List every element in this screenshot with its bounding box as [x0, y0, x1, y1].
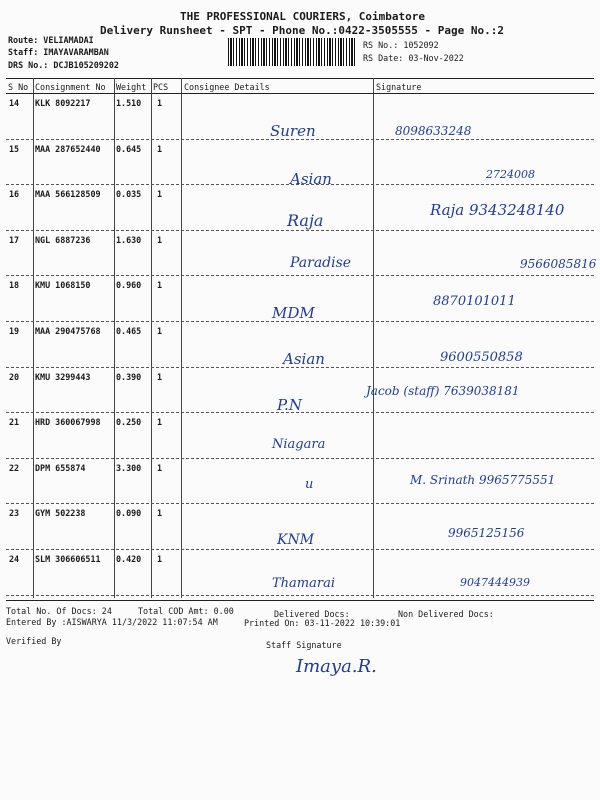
row-weight: 3.300 — [116, 462, 142, 473]
row-consignment: GYM 502238 — [35, 508, 86, 519]
row-sno: 16 — [9, 189, 20, 200]
row-divider — [6, 367, 594, 368]
rs-number: RS No.: 1052092 — [363, 40, 439, 50]
row-weight: 1.510 — [116, 98, 142, 108]
printed-on: Printed On: 03-11-2022 10:39:01 — [244, 618, 401, 628]
row-sno: 22 — [9, 462, 20, 473]
staff-label: Staff: IMAYAVARAMBAN — [8, 47, 109, 57]
signature-handwriting: Raja 9343248140 — [430, 201, 565, 220]
signature-handwriting: 8098633248 — [395, 124, 472, 138]
row-consignment: DPM 655874 — [35, 462, 86, 473]
row-pcs: 1 — [157, 462, 163, 473]
consignee-name-handwriting: Paradise — [290, 254, 352, 271]
row-weight: 0.250 — [116, 417, 142, 428]
row-weight: 0.035 — [116, 189, 142, 200]
row-divider — [6, 595, 594, 596]
signature-handwriting: 9965125156 — [448, 526, 525, 541]
signature-handwriting: M. Srinath 9965775551 — [410, 472, 556, 487]
row-sno: 17 — [9, 234, 20, 245]
row-divider — [6, 458, 594, 459]
row-weight: 0.960 — [116, 280, 142, 291]
row-pcs: 1 — [157, 554, 163, 564]
consignee-name-handwriting: Thamarai — [272, 576, 335, 591]
col-divider — [33, 78, 34, 598]
row-sno: 18 — [9, 280, 20, 291]
signature-handwriting: 9566085816 — [520, 256, 597, 271]
row-divider — [6, 184, 594, 185]
row-consignment: KLK 8092217 — [35, 98, 91, 108]
row-pcs: 1 — [157, 326, 163, 336]
consignee-name-handwriting: KNM — [277, 532, 315, 549]
row-pcs: 1 — [157, 189, 163, 200]
col-divider — [114, 78, 115, 598]
row-divider — [6, 412, 594, 413]
row-divider — [6, 503, 594, 504]
col-consignment: Consignment No — [35, 82, 106, 92]
col-divider — [181, 78, 182, 598]
consignee-name-handwriting: Asian — [283, 350, 325, 368]
delivered-docs: Delivered Docs: — [274, 609, 350, 619]
signature-handwriting: 9047444939 — [460, 576, 530, 589]
col-divider — [151, 78, 152, 598]
consignee-name-handwriting: Asian — [290, 169, 332, 188]
staff-signature-handwriting: Imaya.R. — [296, 656, 377, 677]
consignee-name-handwriting: P.N — [277, 395, 302, 414]
row-pcs: 1 — [157, 371, 163, 382]
row-sno: 14 — [9, 98, 20, 108]
row-consignment: HRD 360067998 — [35, 417, 101, 428]
runsheet-title: Delivery Runsheet - SPT - Phone No.:0422-3505555 - Page No.:2 — [100, 24, 504, 37]
table-header-rule — [6, 93, 594, 94]
row-pcs: 1 — [157, 234, 163, 245]
row-sno: 24 — [9, 554, 20, 564]
signature-handwriting: 9600550858 — [440, 350, 523, 365]
row-pcs: 1 — [157, 280, 163, 291]
entered-by: Entered By :AISWARYA 11/3/2022 11:07:54 AM — [6, 617, 218, 627]
consignee-name-handwriting: Niagara — [272, 437, 326, 453]
row-consignment: MAA 290475768 — [35, 326, 101, 336]
row-sno: 19 — [9, 326, 20, 336]
company-title: THE PROFESSIONAL COURIERS, Coimbatore — [180, 10, 426, 23]
col-weight: Weight — [116, 82, 147, 92]
signature-handwriting: Jacob (staff) 7639038181 — [366, 383, 520, 398]
total-docs: Total No. Of Docs: 24 — [6, 606, 112, 616]
table-top-rule — [6, 78, 594, 79]
row-consignment: SLM 306606511 — [35, 554, 101, 564]
route-label: Route: VELIAMADAI — [8, 35, 94, 45]
row-weight: 0.465 — [116, 326, 142, 336]
row-sno: 20 — [9, 371, 20, 382]
col-sno: S No — [8, 82, 29, 92]
consignee-name-handwriting: u — [305, 476, 314, 492]
verified-by: Verified By — [6, 636, 62, 646]
row-divider — [6, 321, 594, 322]
col-pcs: PCS — [153, 82, 169, 92]
row-pcs: 1 — [157, 98, 163, 108]
consignee-name-handwriting: MDM — [272, 304, 315, 323]
row-consignment: NGL 6887236 — [35, 234, 91, 245]
row-sno: 15 — [9, 143, 20, 154]
rs-date: RS Date: 03-Nov-2022 — [363, 53, 464, 63]
signature-handwriting: 2724008 — [486, 167, 535, 181]
barcode — [228, 38, 356, 66]
row-consignment: KMU 1068150 — [35, 280, 91, 291]
table-bottom-rule — [6, 600, 594, 601]
staff-signature-label: Staff Signature — [266, 640, 342, 650]
row-sno: 21 — [9, 417, 20, 428]
row-sno: 23 — [9, 508, 20, 519]
row-consignment: KMU 3299443 — [35, 371, 91, 382]
row-pcs: 1 — [157, 508, 163, 519]
col-signature: Signature — [376, 82, 422, 92]
row-consignment: MAA 287652440 — [35, 143, 101, 154]
non-delivered-docs: Non Delivered Docs: — [398, 609, 494, 619]
signature-handwriting: 8870101011 — [433, 294, 516, 310]
row-weight: 0.390 — [116, 371, 142, 382]
consignee-name-handwriting: Suren — [270, 122, 316, 140]
consignee-name-handwriting: Raja — [287, 211, 324, 231]
row-divider — [6, 549, 594, 550]
row-divider — [6, 275, 594, 276]
row-weight: 0.645 — [116, 143, 142, 154]
row-divider — [6, 230, 594, 231]
row-weight: 0.090 — [116, 508, 142, 519]
total-cod: Total COD Amt: 0.00 — [138, 606, 234, 616]
row-pcs: 1 — [157, 143, 163, 154]
row-weight: 0.420 — [116, 554, 142, 564]
row-divider — [6, 139, 594, 140]
row-pcs: 1 — [157, 417, 163, 428]
drs-number: DRS No.: DCJB105209202 — [8, 60, 119, 70]
row-consignment: MAA 566128509 — [35, 189, 101, 200]
col-divider — [373, 78, 374, 598]
row-weight: 1.630 — [116, 234, 142, 245]
col-consignee: Consignee Details — [184, 82, 270, 92]
